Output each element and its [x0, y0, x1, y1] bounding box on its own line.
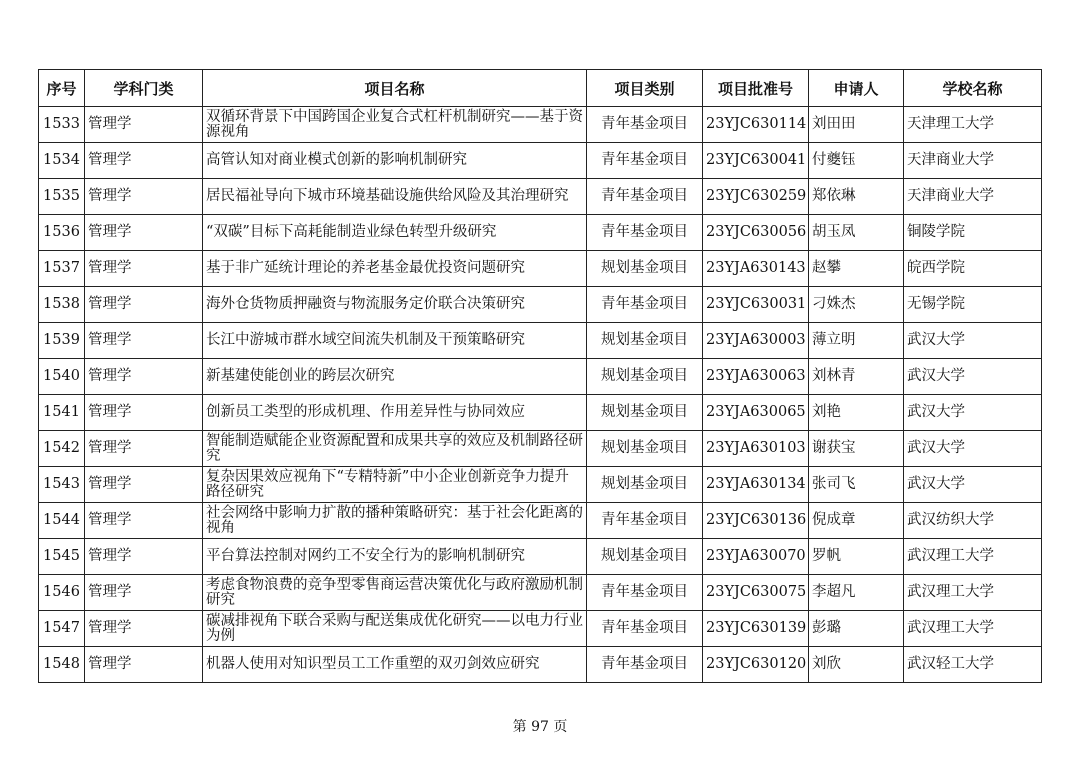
cell-applicant: 谢获宝: [809, 431, 904, 467]
table-row: [39, 647, 1042, 683]
cell-applicant: 付夔钰: [809, 143, 904, 179]
cell-project-name: 长江中游城市群水域空间流失机制及干预策略研究: [203, 323, 587, 359]
cell-approval-no: 23YJA630063: [703, 359, 809, 395]
cell-project-name: 双循环背景下中国跨国企业复合式杠杆机制研究——基于资源视角: [203, 107, 587, 143]
cell-project-type: 规划基金项目: [587, 395, 703, 431]
cell-discipline: 管理学: [85, 575, 203, 611]
header-applicant: 申请人: [809, 70, 904, 107]
cell-school: 无锡学院: [904, 287, 1042, 323]
cell-seq: 1544: [39, 503, 85, 539]
cell-discipline: 管理学: [85, 539, 203, 575]
project-table: [38, 69, 1042, 683]
cell-project-type: 青年基金项目: [587, 287, 703, 323]
cell-approval-no: 23YJA630003: [703, 323, 809, 359]
cell-school: 武汉纺织大学: [904, 503, 1042, 539]
cell-applicant: 罗帆: [809, 539, 904, 575]
cell-discipline: 管理学: [85, 323, 203, 359]
cell-seq: 1538: [39, 287, 85, 323]
cell-school: 天津商业大学: [904, 179, 1042, 215]
cell-seq: 1533: [39, 107, 85, 143]
cell-applicant: 刘田田: [809, 107, 904, 143]
cell-discipline: 管理学: [85, 179, 203, 215]
cell-project-type: 规划基金项目: [587, 467, 703, 503]
cell-discipline: 管理学: [85, 395, 203, 431]
page-number: 第 97 页: [512, 719, 568, 735]
cell-school: 武汉轻工大学: [904, 647, 1042, 683]
cell-applicant: 郑依琳: [809, 179, 904, 215]
table-row: [39, 179, 1042, 215]
cell-project-name: 高管认知对商业模式创新的影响机制研究: [203, 143, 587, 179]
cell-project-type: 青年基金项目: [587, 647, 703, 683]
cell-seq: 1543: [39, 467, 85, 503]
cell-project-name: 机器人使用对知识型员工工作重塑的双刃剑效应研究: [203, 647, 587, 683]
cell-discipline: 管理学: [85, 107, 203, 143]
table-body: [39, 107, 1042, 683]
header-project-name: 项目名称: [203, 70, 587, 107]
cell-project-name: 智能制造赋能企业资源配置和成果共享的效应及机制路径研究: [203, 431, 587, 467]
cell-project-name: 碳减排视角下联合采购与配送集成优化研究——以电力行业为例: [203, 611, 587, 647]
cell-approval-no: 23YJA630065: [703, 395, 809, 431]
cell-project-name: 考虑食物浪费的竞争型零售商运营决策优化与政府激励机制研究: [203, 575, 587, 611]
cell-school: 武汉大学: [904, 395, 1042, 431]
cell-project-name: 创新员工类型的形成机理、作用差异性与协同效应: [203, 395, 587, 431]
cell-project-type: 青年基金项目: [587, 143, 703, 179]
table-row: [39, 323, 1042, 359]
cell-project-type: 青年基金项目: [587, 503, 703, 539]
cell-approval-no: 23YJC630056: [703, 215, 809, 251]
cell-approval-no: 23YJC630075: [703, 575, 809, 611]
table-row: [39, 431, 1042, 467]
table-row: [39, 359, 1042, 395]
cell-seq: 1546: [39, 575, 85, 611]
cell-applicant: 赵攀: [809, 251, 904, 287]
table-row: [39, 107, 1042, 143]
cell-project-type: 青年基金项目: [587, 575, 703, 611]
cell-seq: 1536: [39, 215, 85, 251]
cell-school: 天津理工大学: [904, 107, 1042, 143]
cell-approval-no: 23YJC630136: [703, 503, 809, 539]
table-row: [39, 215, 1042, 251]
cell-seq: 1542: [39, 431, 85, 467]
cell-seq: 1547: [39, 611, 85, 647]
cell-project-name: “双碳”目标下高耗能制造业绿色转型升级研究: [203, 215, 587, 251]
cell-school: 武汉理工大学: [904, 575, 1042, 611]
cell-seq: 1541: [39, 395, 85, 431]
header-project-type: 项目类别: [587, 70, 703, 107]
cell-discipline: 管理学: [85, 611, 203, 647]
cell-discipline: 管理学: [85, 503, 203, 539]
cell-approval-no: 23YJA630134: [703, 467, 809, 503]
cell-discipline: 管理学: [85, 143, 203, 179]
cell-project-name: 社会网络中影响力扩散的播种策略研究：基于社会化距离的视角: [203, 503, 587, 539]
header-approval-no: 项目批准号: [703, 70, 809, 107]
cell-applicant: 刁姝杰: [809, 287, 904, 323]
cell-project-name: 平台算法控制对网约工不安全行为的影响机制研究: [203, 539, 587, 575]
cell-discipline: 管理学: [85, 287, 203, 323]
cell-applicant: 薄立明: [809, 323, 904, 359]
cell-school: 武汉理工大学: [904, 539, 1042, 575]
cell-project-name: 复杂因果效应视角下“专精特新”中小企业创新竞争力提升路径研究: [203, 467, 587, 503]
cell-approval-no: 23YJC630041: [703, 143, 809, 179]
cell-discipline: 管理学: [85, 647, 203, 683]
header-seq: 序号: [39, 70, 85, 107]
cell-school: 铜陵学院: [904, 215, 1042, 251]
cell-project-type: 规划基金项目: [587, 323, 703, 359]
cell-approval-no: 23YJA630103: [703, 431, 809, 467]
cell-project-name: 新基建使能创业的跨层次研究: [203, 359, 587, 395]
cell-project-type: 青年基金项目: [587, 611, 703, 647]
cell-approval-no: 23YJC630259: [703, 179, 809, 215]
cell-discipline: 管理学: [85, 251, 203, 287]
cell-applicant: 李超凡: [809, 575, 904, 611]
table-row: [39, 539, 1042, 575]
cell-applicant: 刘艳: [809, 395, 904, 431]
table-row: [39, 251, 1042, 287]
cell-project-type: 规划基金项目: [587, 251, 703, 287]
cell-seq: 1539: [39, 323, 85, 359]
cell-discipline: 管理学: [85, 431, 203, 467]
header-school: 学校名称: [904, 70, 1042, 107]
table-row: [39, 503, 1042, 539]
cell-project-type: 青年基金项目: [587, 107, 703, 143]
cell-school: 皖西学院: [904, 251, 1042, 287]
table-row: [39, 287, 1042, 323]
cell-project-type: 青年基金项目: [587, 179, 703, 215]
cell-project-name: 基于非广延统计理论的养老基金最优投资问题研究: [203, 251, 587, 287]
cell-applicant: 倪成章: [809, 503, 904, 539]
cell-approval-no: 23YJA630143: [703, 251, 809, 287]
cell-approval-no: 23YJA630070: [703, 539, 809, 575]
table-row: [39, 143, 1042, 179]
cell-approval-no: 23YJC630120: [703, 647, 809, 683]
cell-discipline: 管理学: [85, 215, 203, 251]
cell-applicant: 刘欣: [809, 647, 904, 683]
cell-approval-no: 23YJC630114: [703, 107, 809, 143]
cell-school: 武汉大学: [904, 467, 1042, 503]
cell-project-name: 居民福祉导向下城市环境基础设施供给风险及其治理研究: [203, 179, 587, 215]
cell-project-type: 青年基金项目: [587, 215, 703, 251]
cell-school: 武汉大学: [904, 323, 1042, 359]
cell-project-type: 规划基金项目: [587, 539, 703, 575]
cell-project-name: 海外仓货物质押融资与物流服务定价联合决策研究: [203, 287, 587, 323]
cell-discipline: 管理学: [85, 467, 203, 503]
table-row: [39, 395, 1042, 431]
cell-approval-no: 23YJC630031: [703, 287, 809, 323]
cell-applicant: 胡玉凤: [809, 215, 904, 251]
table-row: [39, 575, 1042, 611]
cell-seq: 1534: [39, 143, 85, 179]
cell-applicant: 彭璐: [809, 611, 904, 647]
cell-seq: 1545: [39, 539, 85, 575]
cell-school: 武汉理工大学: [904, 611, 1042, 647]
cell-approval-no: 23YJC630139: [703, 611, 809, 647]
cell-project-type: 规划基金项目: [587, 431, 703, 467]
cell-discipline: 管理学: [85, 359, 203, 395]
cell-school: 天津商业大学: [904, 143, 1042, 179]
table-row: [39, 611, 1042, 647]
cell-seq: 1535: [39, 179, 85, 215]
cell-applicant: 刘林青: [809, 359, 904, 395]
header-discipline: 学科门类: [85, 70, 203, 107]
cell-project-type: 规划基金项目: [587, 359, 703, 395]
cell-school: 武汉大学: [904, 431, 1042, 467]
cell-school: 武汉大学: [904, 359, 1042, 395]
cell-applicant: 张司飞: [809, 467, 904, 503]
table-header-row: [39, 70, 1042, 107]
table-row: [39, 467, 1042, 503]
cell-seq: 1540: [39, 359, 85, 395]
cell-seq: 1548: [39, 647, 85, 683]
cell-seq: 1537: [39, 251, 85, 287]
